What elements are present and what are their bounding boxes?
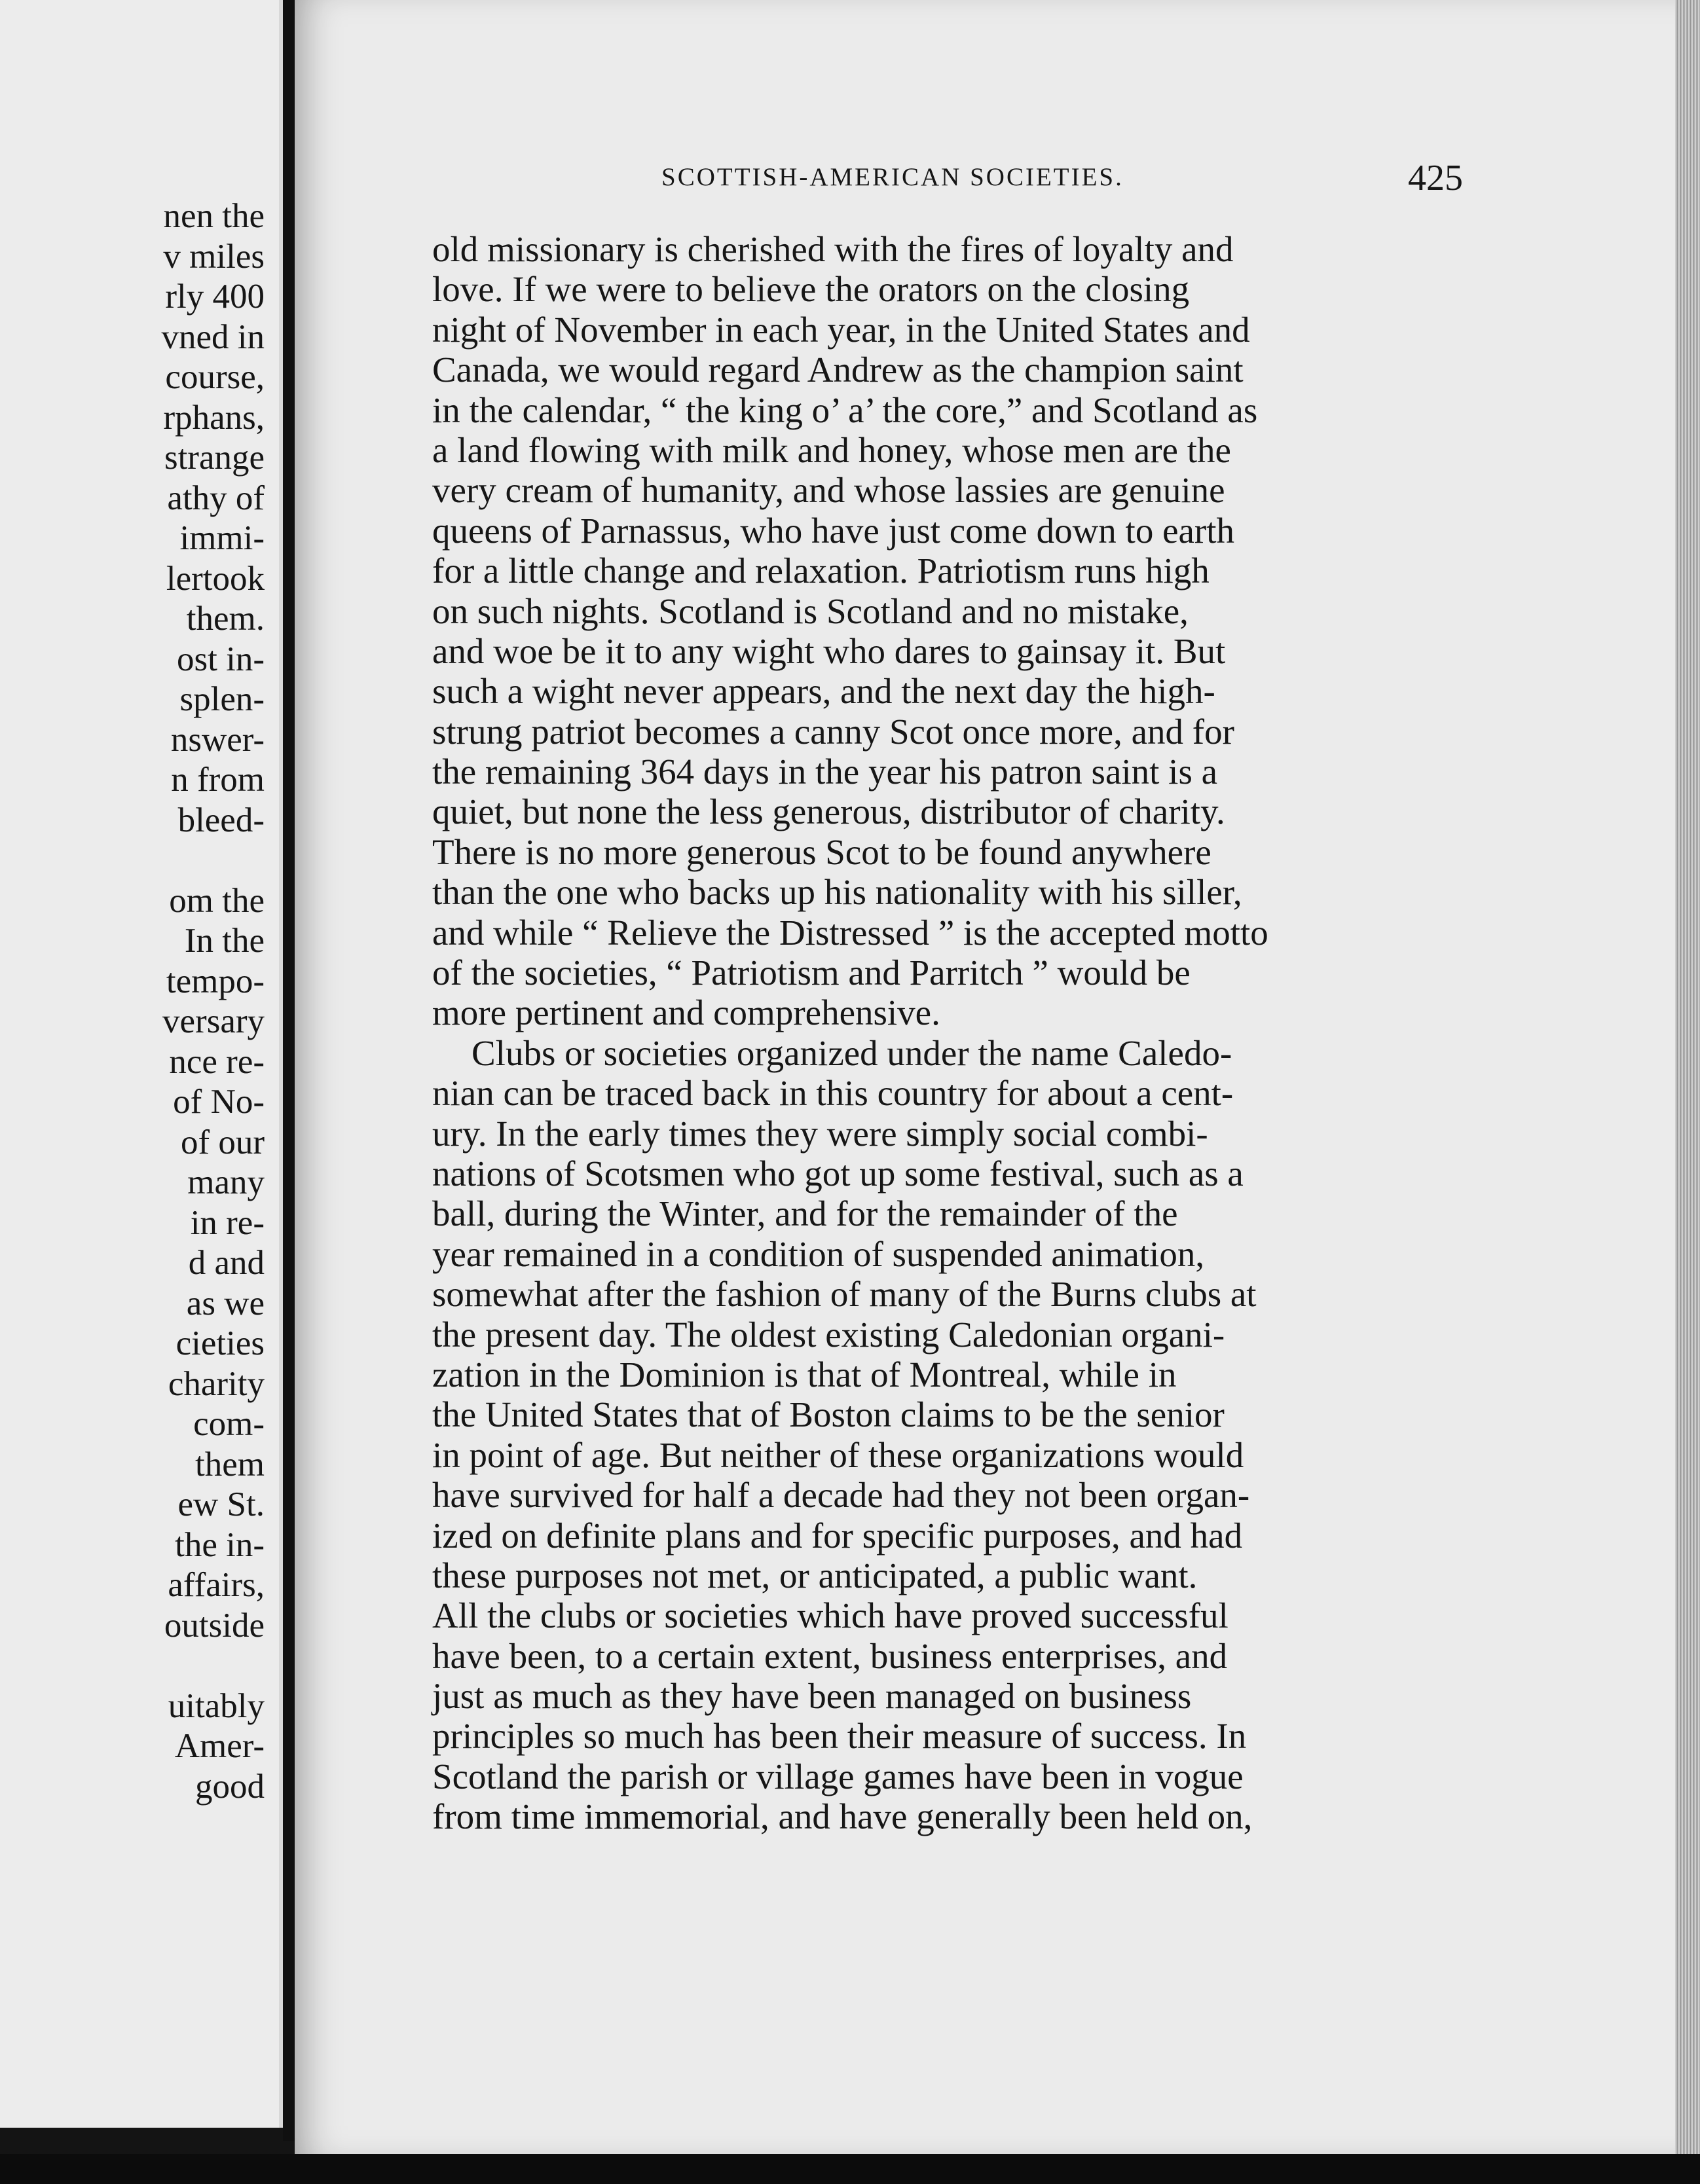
text-line: on such nights. Scotland is Scotland and no mistake,: [432, 591, 1189, 631]
text-line: the remaining 364 days in the year his patron saint is a: [432, 752, 1218, 792]
left-line: com-: [193, 1405, 265, 1443]
left-line: of No-: [173, 1083, 265, 1121]
left-line: bleed-: [177, 801, 265, 839]
text-line: more pertinent and comprehensive.: [432, 992, 940, 1033]
left-line: outside: [164, 1606, 265, 1645]
left-line: versary: [162, 1002, 265, 1040]
left-line: v miles: [163, 237, 265, 276]
text-line: in the calendar, “ the king o’ a’ the core,” and Scotland as: [432, 390, 1258, 430]
text-line: for a little change and relaxation. Patriotism runs high: [432, 551, 1210, 591]
left-line: in re-: [190, 1203, 265, 1242]
text-line: from time immemorial, and have generally been held on,: [432, 1796, 1253, 1837]
text-line: the United States that of Boston claims to be the senior: [432, 1394, 1225, 1435]
text-line: and while “ Relieve the Distressed ” is the accepted motto: [432, 912, 1268, 953]
left-line: cieties: [176, 1324, 265, 1362]
running-head: SCOTTISH-AMERICAN SOCIETIES.: [661, 163, 1124, 191]
page-edges: [1675, 0, 1700, 2160]
left-line: In the: [184, 922, 265, 960]
text-line: nations of Scotsmen who got up some festival, such as a: [432, 1153, 1244, 1193]
page-number: 425: [1408, 158, 1463, 198]
left-line: many: [187, 1163, 265, 1201]
text-line: year remained in a condition of suspended animation,: [432, 1233, 1205, 1274]
text-line: There is no more generous Scot to be found anywhere: [432, 831, 1211, 872]
text-line: just as much as they have been managed on business: [432, 1676, 1192, 1717]
text-line: love. If we were to believe the orators on the closing: [432, 269, 1190, 310]
text-line: old missionary is cherished with the fires of loyalty and: [432, 229, 1234, 269]
left-line: rphans,: [163, 398, 265, 437]
left-line: nen the: [163, 197, 265, 235]
left-line: of our: [180, 1123, 265, 1161]
left-line: them.: [186, 600, 265, 638]
left-line: ew St.: [177, 1485, 265, 1523]
left-line: uitably: [168, 1686, 265, 1725]
text-line: a land flowing with milk and honey, whose men are the: [432, 429, 1231, 470]
text-line: zation in the Dominion is that of Montreal, while in: [432, 1354, 1177, 1394]
text-line: quiet, but none the less generous, distributor of charity.: [432, 792, 1225, 832]
text-line: such a wight never appears, and the next day the high-: [432, 671, 1215, 712]
left-line: course,: [165, 358, 265, 396]
left-line: om the: [169, 881, 265, 920]
left-line: as we: [186, 1284, 265, 1322]
text-line: Scotland the parish or village games have been in vogue: [432, 1756, 1244, 1796]
text-line: night of November in each year, in the United States and: [432, 309, 1250, 350]
text-line: somewhat after the fashion of many of the Burns clubs at: [432, 1274, 1257, 1315]
left-page-text: [162, 196, 265, 1807]
text-line: than the one who backs up his nationality with his siller,: [432, 872, 1242, 913]
text-line: have survived for half a decade had they not been organ-: [432, 1475, 1250, 1516]
text-line: these purposes not met, or anticipated, a public want.: [432, 1555, 1198, 1595]
left-line: tempo-: [166, 962, 265, 1000]
text-line: Clubs or societies organized under the name Caledo-: [471, 1032, 1232, 1073]
left-line: splen-: [179, 680, 265, 718]
left-line: affairs,: [168, 1566, 265, 1604]
left-line: the in-: [175, 1525, 265, 1564]
text-line: nian can be traced back in this country for about a cent-: [432, 1073, 1234, 1114]
left-line: them: [195, 1445, 265, 1483]
left-line: lertook: [166, 559, 265, 598]
text-line: strung patriot becomes a canny Scot once more, and for: [432, 711, 1234, 752]
left-line: rly 400: [165, 278, 265, 316]
left-line: [162, 1646, 265, 1686]
left-line: strange: [164, 439, 265, 477]
left-line: athy of: [167, 479, 265, 517]
text-line: in point of age. But neither of these organizations would: [432, 1434, 1244, 1475]
text-line: All the clubs or societies which have proved successful: [432, 1595, 1229, 1636]
left-line: vned in: [161, 318, 265, 356]
left-line: n from: [171, 761, 265, 799]
left-line: good: [195, 1767, 265, 1806]
text-line: very cream of humanity, and whose lassies are genuine: [432, 470, 1225, 511]
left-line: [162, 841, 265, 881]
text-line: principles so much has been their measure of success. In: [432, 1716, 1247, 1756]
left-line: charity: [168, 1364, 265, 1403]
left-line: ost in-: [177, 640, 265, 678]
left-line: d and: [188, 1244, 265, 1282]
left-line: nswer-: [170, 720, 265, 759]
text-line: ury. In the early times they were simply social combi-: [432, 1113, 1208, 1154]
text-line: of the societies, “ Patriotism and Parritch ” would be: [432, 953, 1191, 993]
book-gutter: [283, 0, 295, 2141]
left-line: immi-: [179, 519, 265, 557]
left-page: [0, 0, 283, 2128]
left-line: nce re-: [169, 1042, 265, 1081]
text-line: the present day. The oldest existing Caledonian organi-: [432, 1314, 1225, 1355]
left-line: Amer-: [174, 1727, 265, 1765]
text-line: ball, during the Winter, and for the remainder of the: [432, 1193, 1178, 1234]
text-line: ized on definite plans and for specific purposes, and had: [432, 1515, 1243, 1556]
scan-bottom-edge: [0, 2154, 1700, 2184]
text-line: queens of Parnassus, who have just come down to earth: [432, 510, 1235, 551]
text-line: and woe be it to any wight who dares to gainsay it. But: [432, 630, 1226, 671]
text-line: Canada, we would regard Andrew as the champion saint: [432, 350, 1244, 390]
body-text: [432, 229, 1268, 1837]
text-line: have been, to a certain extent, business enterprises, and: [432, 1635, 1228, 1676]
